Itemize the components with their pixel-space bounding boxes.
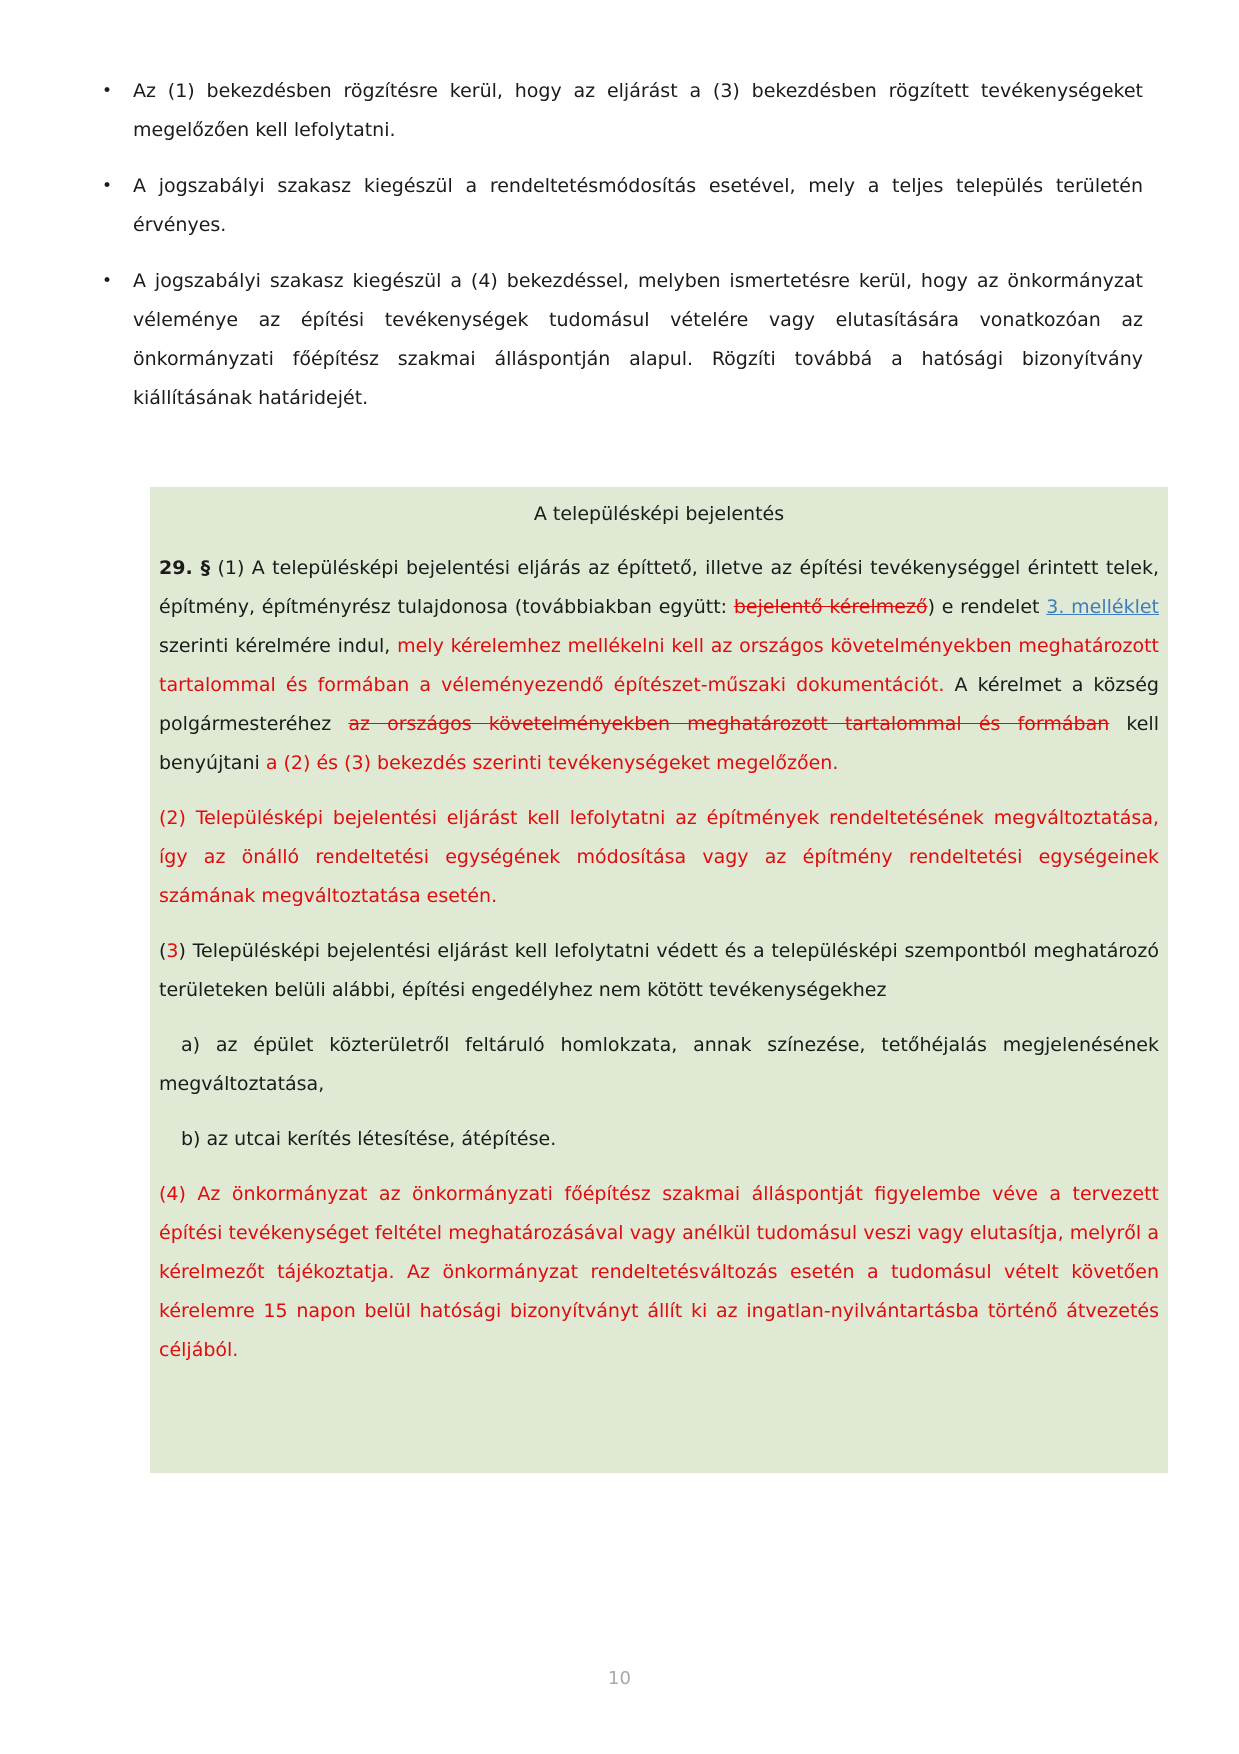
text-segment: ( [159,940,167,962]
paragraph-2: (2) Településképi bejelentési eljárást kell lefolytatni az építmények rendeltetésének megváltoztatása, így az önálló rendeltetési egységének módosítása vagy az építmény rendeltetési egységeinek számának megváltoztatása esetén. [159,807,1159,907]
item-a: a) az épület közterületről feltáruló homlokzata, annak színezése, tetőhéjalás megjelenésének megváltoztatása, [159,1034,1159,1095]
list-item [102,167,1143,245]
bullet-icon: • [102,81,113,101]
bullet-text: A jogszabályi szakasz kiegészül a (4) bekezdéssel, melyben ismertetésre kerül, hogy az önkormányzat véleménye az építési tevékenységek tudomásul vételére vagy elutasítására vonatkozóan az önkormányzati főépítész szakmai álláspontján alapul. Rögzíti továbbá a hatósági bizonyítvány kiállításának határidejét. [133,270,1143,409]
paragraph-3 [159,932,1159,1010]
amendment-box [150,487,1168,1473]
text-segment: A kérelmet a község polgármesteréhez [159,674,1159,735]
deleted-text: az országos követelményekben meghatározott tartalommal és formában [348,713,1110,735]
text-segment: szerinti kérelmére indul, [159,635,398,657]
text-segment: kell benyújtani [159,713,1159,774]
bullet-text: A jogszabályi szakasz kiegészül a rendeltetésmódosítás esetével, mely a teljes település területén érvényes. [133,175,1143,236]
text-segment: (1) A településképi bejelentési eljárás az építtető, illetve az építési tevékenységgel érintett telek, építmény, építményrész tulajdonosa (továbbiakban együtt: [159,557,1159,618]
bullet-text: Az (1) bekezdésben rögzítésre kerül, hogy az eljárást a (3) bekezdésben rögzített tevékenységeket megelőzően kell lefolytatni. [133,80,1143,141]
section-title: A településképi bejelentés [533,503,785,525]
paragraph-1 [159,549,1159,783]
bullet-list [102,72,1143,435]
inserted-text: mely kérelemhez mellékelni kell az országos követelményekben meghatározott tartalommal és formában a véleményezendő építészet-műszaki dokumentációt. [159,635,1159,696]
text-segment: ) Településképi bejelentési eljárást kell lefolytatni védett és a településképi szempontból meghatározó területeken belüli alábbi, építési engedélyhez nem kötött tevékenységekhez [159,940,1159,1001]
deleted-text: bejelentő kérelmező [733,596,928,618]
inserted-text: 3 [166,940,179,962]
melleklet-link[interactable]: 3. melléklet [1046,596,1160,618]
item-b: b) az utcai kerítés létesítése, átépítése. [181,1128,557,1150]
bullet-icon: • [102,176,113,196]
paragraph-4: (4) Az önkormányzat az önkormányzati főépítész szakmai álláspontját figyelembe véve a tervezett építési tevékenységet feltétel meghatározásával vagy anélkül tudomásul veszi vagy elutasítja, melyről a kérelmezőt tájékoztatja. Az önkormányzat rendeltetésváltozás esetén a tudomásul vételt követően kérelemre 15 napon belül hatósági bizonyítványt állít ki az ingatlan-nyilvántartásba történő átvezetés céljából. [159,1183,1159,1361]
list-item [102,72,1143,150]
inserted-text: a (2) és (3) bekezdés szerinti tevékenységeket megelőzően. [265,752,839,774]
bullet-icon: • [102,271,113,291]
list-item [102,262,1143,418]
page-number: 10 [608,1668,631,1689]
section-number: 29. § [159,557,211,579]
text-segment: ) e rendelet [927,596,1047,618]
